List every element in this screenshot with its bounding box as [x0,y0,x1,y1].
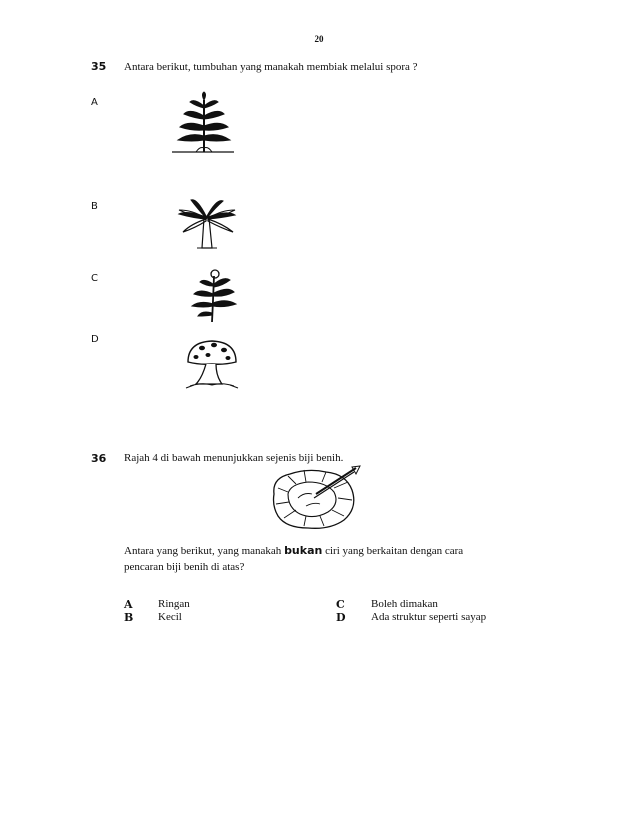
question-35-text: Antara berikut, tumbuhan yang manakah membiak melalui spora ? [124,61,418,73]
q36-answer-b-letter[interactable]: B [124,611,134,624]
flowering-plant-icon [188,266,240,324]
q35-option-b-letter[interactable]: B [91,201,98,212]
seed-icon [268,464,364,534]
q36-answer-d-letter[interactable]: D [336,611,346,624]
question-36-text-prefix: Antara yang berikut, yang manakah [124,545,285,557]
question-36-intro: Rajah 4 di bawah menunjukkan sejenis biji benih. [124,452,344,464]
question-36-text-suffix: ciri yang berkaitan dengan cara [322,545,464,557]
mushroom-icon [182,338,242,390]
q36-answer-a-letter[interactable]: A [124,598,133,611]
question-36-text-line1 [124,544,463,557]
fern-plant-icon [168,94,238,158]
question-36-text-line2: pencaran biji benih di atas? [124,561,245,573]
q36-answer-c-letter[interactable]: C [336,598,345,611]
q36-answer-a-text[interactable]: Ringan [158,598,190,610]
question-35-number: 35 [91,60,107,73]
q36-answer-d-text[interactable]: Ada struktur seperti sayap [371,611,487,623]
page-number: 20 [314,34,324,44]
question-36-bold-word: bukan [284,544,323,557]
q35-option-a-letter[interactable]: A [91,97,98,108]
question-36-number: 36 [91,452,107,465]
q35-option-d-letter[interactable]: D [91,334,99,345]
banana-tree-icon [175,196,239,252]
q36-answer-b-text[interactable]: Kecil [158,611,182,623]
q35-option-c-letter[interactable]: C [91,273,98,284]
q36-answer-c-text[interactable]: Boleh dimakan [371,598,438,610]
